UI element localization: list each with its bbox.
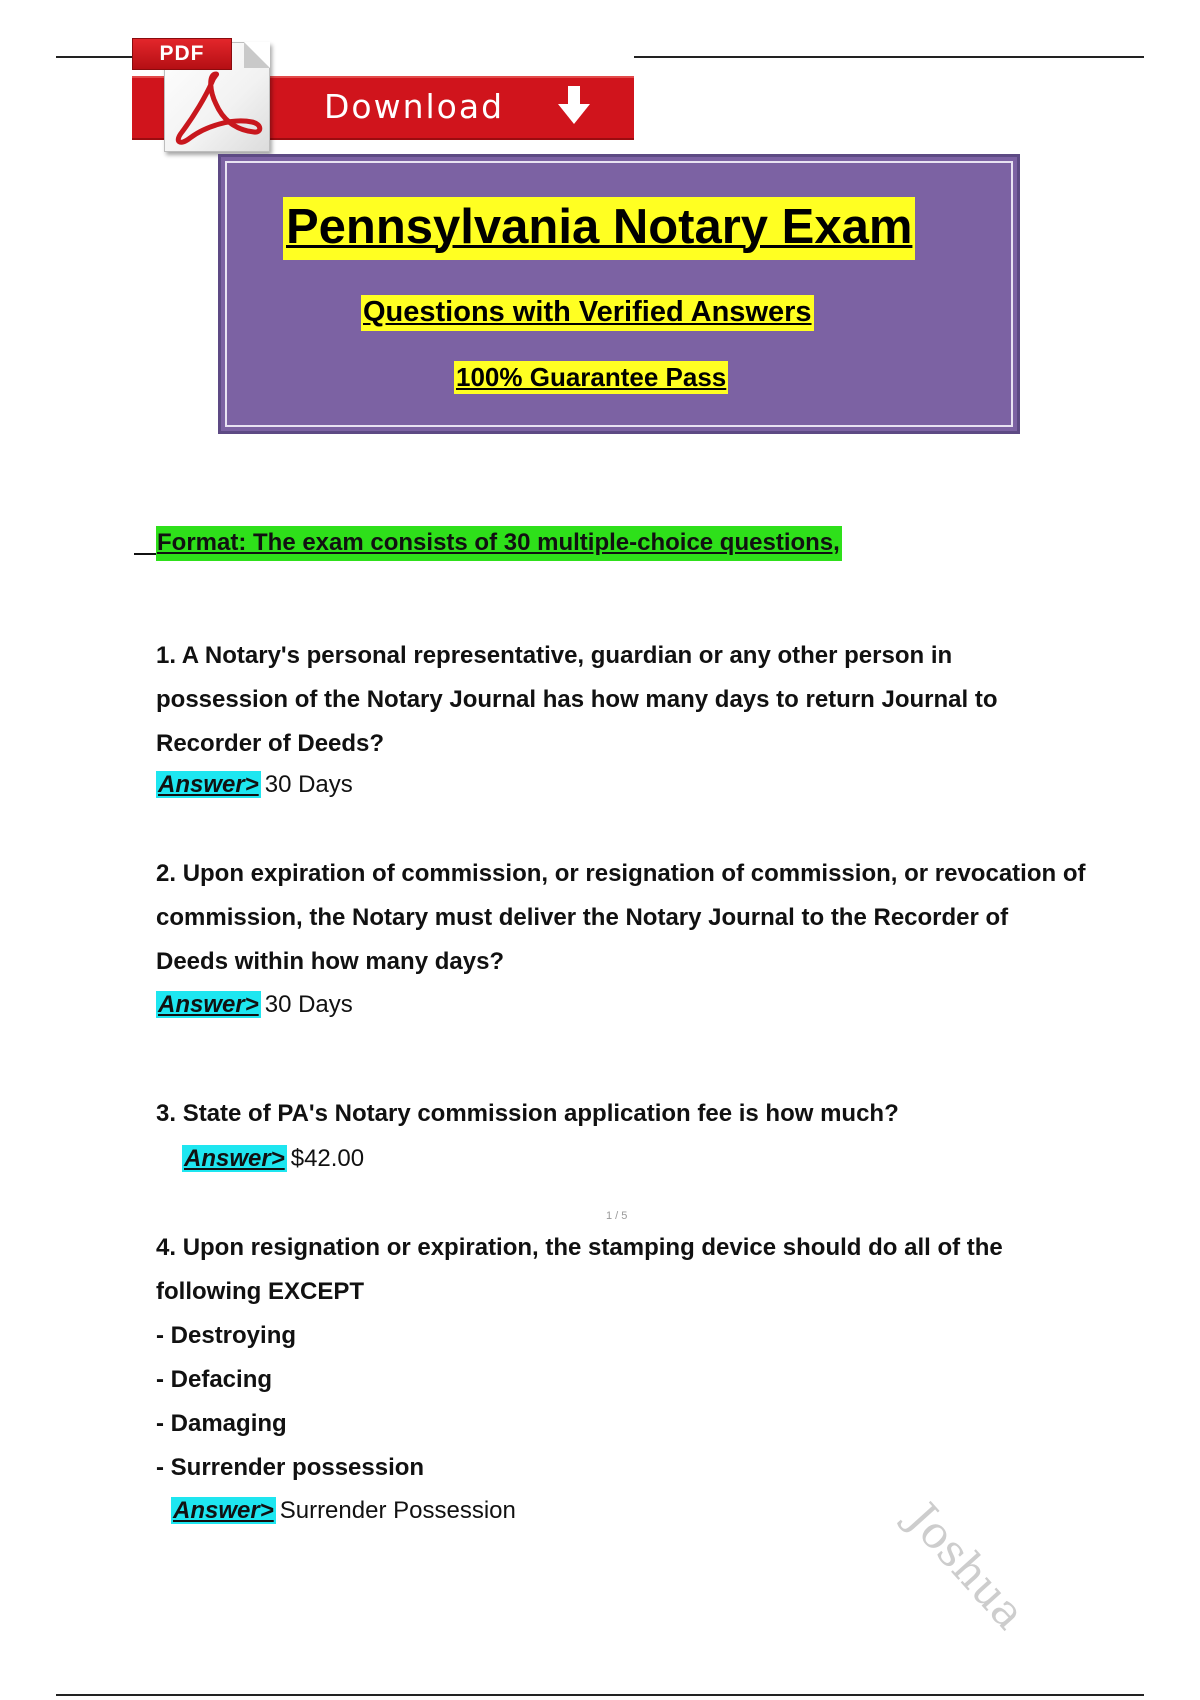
answer-2 (156, 988, 353, 1022)
answer-3 (182, 1142, 364, 1176)
format-note: Format: The exam consists of 30 multiple-choice questions, (156, 526, 842, 561)
answer-value: 30 Days (264, 991, 353, 1018)
question-number: 4. (156, 1234, 177, 1261)
question-1 (156, 634, 1086, 766)
question-number: 2. (156, 860, 177, 887)
pdf-download-banner[interactable] (132, 36, 634, 148)
download-arrow-icon[interactable] (556, 86, 592, 126)
question-3 (156, 1092, 1086, 1136)
page-number: 1 / 5 (606, 1210, 628, 1222)
question-text: Upon expiration of commission, or resignation of commission, or revocation of commission, the Notary must deliver the Notary Journal to the Recorder of Deeds within how many days? (156, 860, 1086, 975)
title-box (218, 154, 1020, 434)
answer-label: Answer> (158, 771, 259, 798)
answer-label: Answer> (184, 1145, 285, 1172)
answer-1 (156, 768, 353, 802)
option-defacing: - Defacing (156, 1366, 273, 1393)
question-number: 1. (156, 642, 177, 669)
page-title: Pennsylvania Notary Exam (283, 197, 915, 260)
question-text: Upon resignation or expiration, the stamping device should do all of the following EXCEPT (156, 1234, 1003, 1305)
question-number: 3. (156, 1100, 177, 1127)
bottom-rule (56, 1694, 1144, 1696)
question-2 (156, 852, 1086, 984)
answer-value: $42.00 (290, 1145, 365, 1172)
format-tick-rule (134, 553, 156, 555)
top-rule-left (56, 56, 136, 58)
option-surrender-possession: - Surrender possession (156, 1454, 425, 1481)
top-rule-right (634, 56, 1144, 58)
answer-label: Answer> (173, 1497, 274, 1524)
watermark: Joshua (897, 1494, 1036, 1640)
page-fold (244, 42, 270, 68)
download-label[interactable]: Download (324, 87, 505, 126)
option-damaging: - Damaging (156, 1410, 287, 1437)
page-subtitle: Questions with Verified Answers (361, 295, 814, 331)
pdf-tag: PDF (132, 38, 232, 70)
answer-4 (171, 1494, 516, 1528)
question-text: State of PA's Notary commission application fee is how much? (182, 1100, 899, 1127)
acrobat-logo-icon (168, 70, 264, 150)
answer-value: Surrender Possession (279, 1497, 516, 1524)
answer-value: 30 Days (264, 771, 353, 798)
question-text: A Notary's personal representative, guardian or any other person in possession of the Notary Journal has how many days to return Journal to Recorder of Deeds? (156, 642, 998, 757)
option-destroying: - Destroying (156, 1322, 297, 1349)
guarantee-badge: 100% Guarantee Pass (456, 362, 727, 392)
question-4 (156, 1226, 1086, 1314)
answer-label: Answer> (158, 991, 259, 1018)
